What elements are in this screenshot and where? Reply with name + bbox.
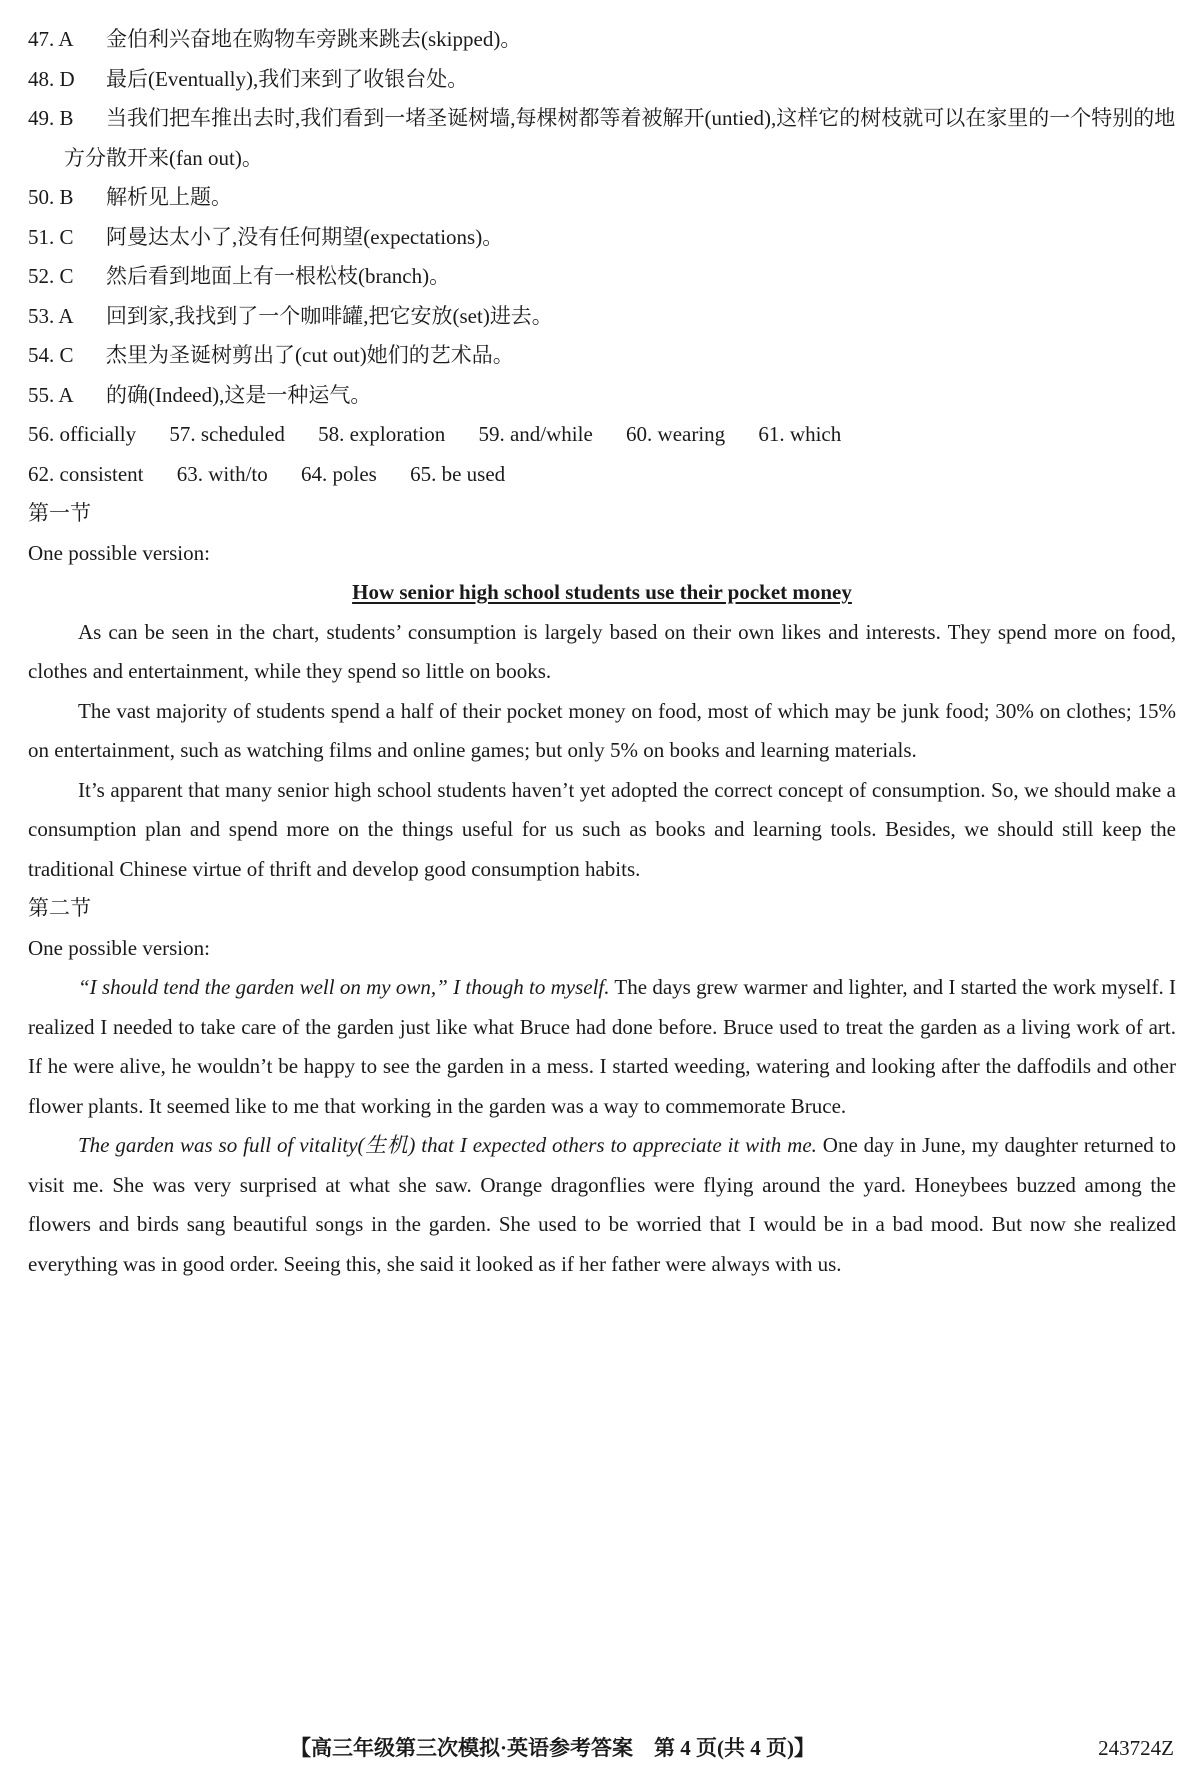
fill-in-answer: 56. officially — [28, 422, 137, 446]
essay-title: How senior high school students use their pocket money — [352, 580, 852, 604]
essay-paragraph-3: It’s apparent that many senior high school students haven’t yet adopted the correct concept of consumption. So, we should make a consumption plan and spend more on the things useful for us such as books and learning tools. Besides, we should still keep the traditional Chinese virtue of thrift and develop good consumption habits. — [28, 777, 1176, 881]
section-2 — [28, 889, 1176, 1284]
fill-in-answer: 65. be used — [410, 461, 506, 486]
fill-in-answer: 58. exploration — [318, 422, 446, 446]
answer-item-48 — [28, 60, 1176, 100]
answer-explanation: 金伯利兴奋地在购物车旁跳来跳去(skipped)。 — [106, 27, 522, 51]
fill-in-answer: 64. poles — [301, 461, 377, 486]
answer-item-50 — [28, 178, 1176, 218]
fill-in-answers-row-2 — [28, 455, 1176, 495]
answer-item-47 — [28, 20, 1176, 60]
answer-number: 47. A — [28, 27, 74, 51]
answer-page — [28, 20, 1176, 1284]
given-opening-sentence: The garden was so full of vitality(生机) that I expected others to appreciate it with me. — [78, 1133, 817, 1157]
answer-number: 48. D — [28, 66, 75, 91]
answer-number: 50. B — [28, 185, 74, 209]
answer-number: 49. B — [28, 106, 74, 130]
section-1-version-label: One possible version: — [28, 540, 210, 565]
answer-number: 51. C — [28, 224, 74, 249]
answer-item-53 — [28, 297, 1176, 337]
answer-explanation: 回到家,我找到了一个咖啡罐,把它安放(set)进去。 — [106, 303, 553, 328]
document-code: 243724Z — [1098, 1736, 1174, 1760]
answer-explanation: 解析见上题。 — [106, 185, 232, 209]
footer-title: 【高三年级第三次模拟·英语参考答案 第 4 页(共 4 页)】 — [290, 1736, 815, 1760]
fill-in-answer: 61. which — [758, 422, 842, 446]
answer-number: 54. C — [28, 343, 74, 367]
answer-explanation: 阿曼达太小了,没有任何期望(expectations)。 — [106, 224, 504, 249]
answer-item-51 — [28, 218, 1176, 258]
given-opening-sentence: “I should tend the garden well on my own,” I though to myself. — [78, 975, 610, 999]
fill-in-answer: 60. wearing — [626, 422, 726, 446]
answer-number: 55. A — [28, 382, 74, 407]
fill-in-answer: 62. consistent — [28, 461, 144, 486]
fill-in-answer: 57. scheduled — [169, 422, 285, 446]
section-2-heading: 第二节 — [28, 896, 91, 920]
essay-paragraph-1: As can be seen in the chart, students’ consumption is largely based on their own likes and interests. They spend more on food, clothes and entertainment, while they spend so little on books. — [28, 619, 1176, 683]
answer-number: 53. A — [28, 303, 74, 328]
answer-explanation: 最后(Eventually),我们来到了收银台处。 — [106, 66, 469, 91]
answer-item-54 — [28, 336, 1176, 376]
answer-item-49 — [28, 99, 1176, 178]
section-1 — [28, 494, 1176, 889]
answer-item-55 — [28, 376, 1176, 416]
section-1-heading: 第一节 — [28, 501, 91, 525]
fill-in-answer: 59. and/while — [478, 422, 593, 446]
answer-list — [28, 20, 1176, 415]
answer-explanation: 杰里为圣诞树剪出了(cut out)她们的艺术品。 — [106, 343, 514, 367]
fill-in-answer: 63. with/to — [176, 461, 268, 486]
answer-explanation: 然后看到地面上有一根松枝(branch)。 — [106, 264, 451, 288]
paragraph-body: One day in June, my daughter returned to visit me. She was very surprised at what she saw. Orange dragonflies were flying around the yard. Honeybees buzzed among the flowers and birds sang beautiful songs in the garden. She used to be worried that I would be in a bad mood. But now she realized everything was in good order. Seeing this, she said it looked as if her father were always with us. — [28, 1133, 1176, 1276]
section-2-version-label: One possible version: — [28, 935, 210, 960]
answer-number: 52. C — [28, 264, 74, 288]
answer-explanation: 当我们把车推出去时,我们看到一堵圣诞树墙,每棵树都等着被解开(untied),这样它的树枝就可以在家里的一个特别的地方分散开来(fan out)。 — [64, 106, 1176, 170]
continuation-paragraph-1 — [28, 968, 1176, 1126]
paragraph-body: The days grew warmer and lighter, and I started the work myself. I realized I needed to take care of the garden just like what Bruce had done before. Bruce used to treat the garden as a living work of art. If he were alive, he wouldn’t be happy to see the garden in a mess. I started weeding, watering and looking after the daffodils and other flower plants. It seemed like to me that working in the garden was a way to commemorate Bruce. — [28, 975, 1177, 1118]
answer-item-52 — [28, 257, 1176, 297]
essay-paragraph-2: The vast majority of students spend a half of their pocket money on food, most of which may be junk food; 30% on clothes; 15% on entertainment, such as watching films and online games; but only 5% on books and learning materials. — [28, 698, 1176, 762]
answer-explanation: 的确(Indeed),这是一种运气。 — [106, 382, 372, 407]
fill-in-answers-row-1 — [28, 415, 1176, 455]
continuation-paragraph-2 — [28, 1126, 1176, 1284]
